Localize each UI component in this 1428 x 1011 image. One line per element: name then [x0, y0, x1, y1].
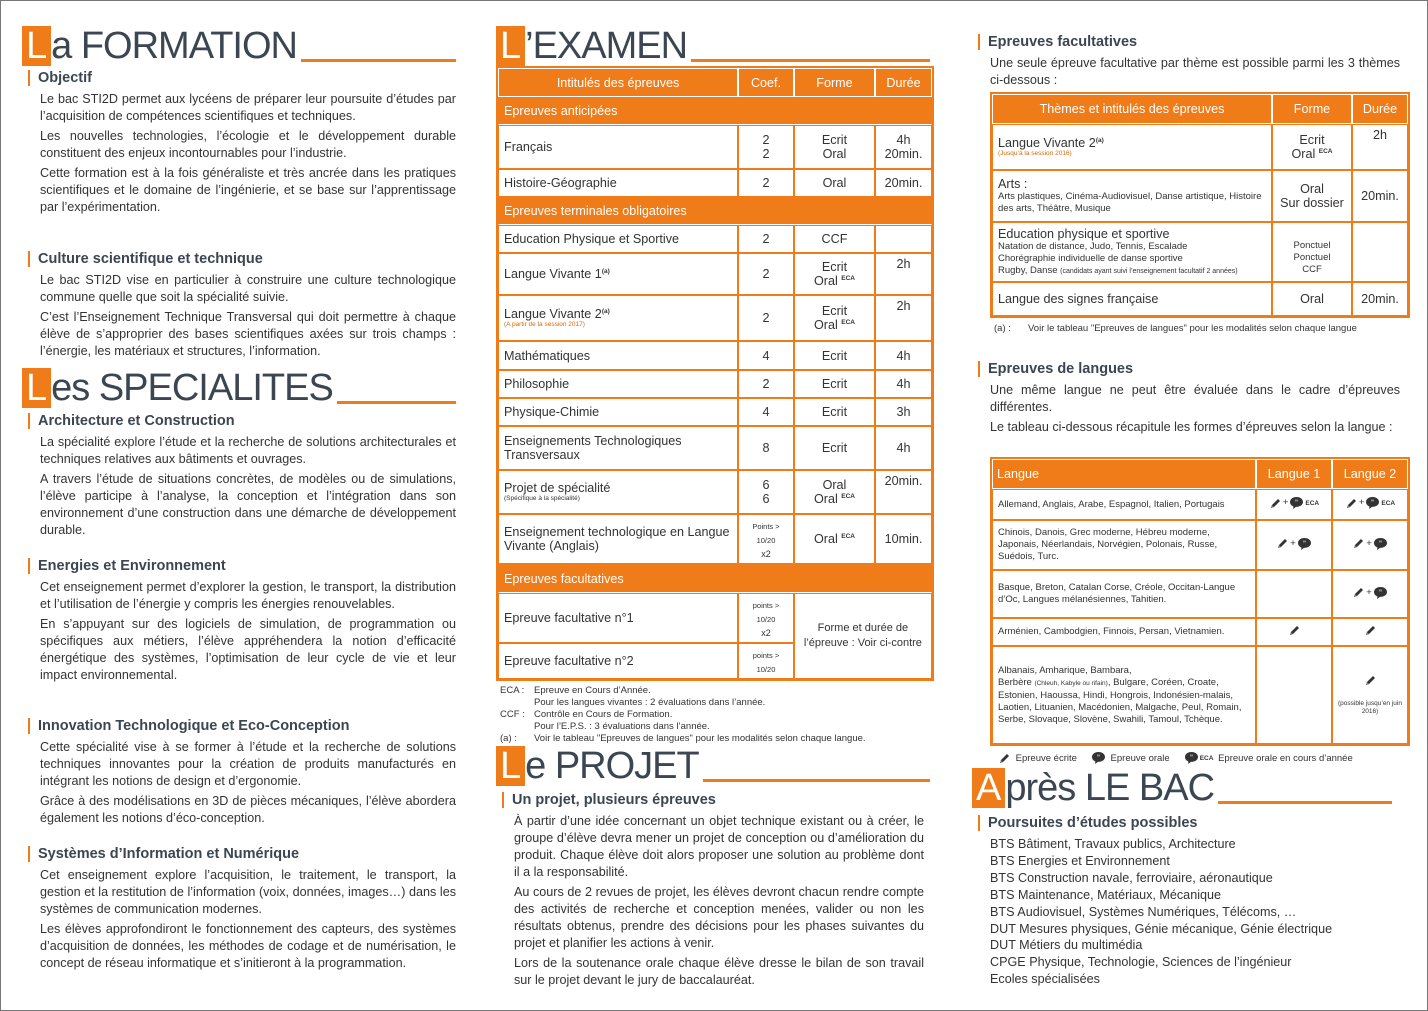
- cell-name: Langue Vivante 1$^{(a)}$: [498, 253, 738, 295]
- pencil-icon: [1364, 674, 1377, 687]
- note-row: CCF : Contrôle en Cours de Formation.: [500, 709, 673, 720]
- table-header-row: [498, 68, 932, 97]
- paragraph: Au cours de 2 revues de projet, les élèves devront chacun rendre compte des activités de recherche et conception menées, valider ou non les résultats obtenus, prendre des décisions pour les phases suivantes du projet et planifier les actions à venir.: [514, 885, 924, 950]
- speech-bubble-icon: [1365, 496, 1380, 510]
- section-heading: Objectif: [28, 70, 456, 86]
- table-row: [498, 398, 932, 426]
- pencil-icon: [1288, 624, 1301, 637]
- cell-langues: Arménien, Cambodgien, Finnois, Persan, Vietnamien.: [992, 618, 1256, 646]
- speech-bubble-icon: [1091, 751, 1106, 765]
- cell-forme: Oral $^{ECA}$: [794, 514, 875, 564]
- facultatives-note: (a) : Voir le tableau "Epreuves de langues" pour les modalités selon chaque langue: [994, 323, 1357, 334]
- paragraph: Les nouvelles technologies, l’écologie et le développement durable constituent des enjeux incontournables pour l’industrie.: [40, 129, 456, 160]
- title-rest: es SPECIALITES: [51, 367, 333, 409]
- pencil-icon: [1364, 624, 1377, 637]
- svg-text:": ": [1371, 498, 1375, 507]
- list-item: Ecoles spécialisées: [990, 972, 1100, 987]
- cell-l1: + " ECA: [1256, 489, 1332, 520]
- cell-name: Mathématiques: [498, 341, 738, 370]
- column-header: Coef.: [738, 68, 794, 97]
- section-heading: Innovation Technologique et Eco-Conception: [28, 718, 456, 734]
- paragraph: A travers l’étude de situations concrètes, de modèles ou de simulations, l’élève participe à l’analyse, la conception et l’intégration dans son environnement d’une construction dans une démarche de développement durable.: [40, 472, 456, 537]
- title-rest: près LE BAC: [1005, 767, 1215, 809]
- paragraph: Lors de la soutenance orale chaque élève dresse le bilan de son travail sur le projet devant le jury de baccalauréat.: [514, 956, 924, 987]
- title-projet: [496, 742, 930, 786]
- cell-name: Français: [498, 125, 738, 169]
- column-header: Forme: [794, 68, 875, 97]
- cell-duree: 4h: [875, 370, 932, 398]
- section-architecture: [22, 413, 456, 542]
- cell-coef: 8: [738, 426, 794, 470]
- title-cap: L: [496, 26, 525, 66]
- list-item: BTS Construction navale, ferroviaire, aéronautique: [990, 870, 1273, 885]
- facultatives-table-wrap: [990, 92, 1410, 335]
- column-header: Intitulés des épreuves: [498, 68, 738, 97]
- paragraph: Le bac STI2D permet aux lycéens de préparer leur poursuite d’études par l’acquisition de compétences scientifiques et techniques.: [40, 92, 456, 123]
- svg-text:": ": [1302, 539, 1306, 548]
- cell-coef: 2: [738, 370, 794, 398]
- cell-duree: 4h: [875, 341, 932, 370]
- table-header-row: [992, 94, 1408, 124]
- cell-name: Education Physique et Sportive: [498, 225, 738, 253]
- svg-text:": ": [1378, 539, 1382, 548]
- cell-l2: + ": [1332, 520, 1408, 570]
- table-band: [498, 197, 932, 225]
- section-heading: Energies et Environnement: [28, 558, 456, 574]
- paragraph: Le tableau ci-dessous récapitule les formes d’épreuves selon la langue :: [990, 420, 1393, 434]
- legend-ecrit: Epreuve écrite: [1015, 752, 1077, 764]
- exam-notes: [500, 685, 934, 745]
- paragraph: À partir d’une idée concernant un objet technique existant ou à créer, le groupe d’élève devra mener un projet de conception ou d’amélioration du produit. Chaque élève doit alors proposer une solution au problème dont il a la responsabilité.: [514, 814, 924, 879]
- column-header: Langue 2: [1332, 459, 1408, 489]
- title-examen: [496, 22, 930, 66]
- column-header: Forme: [1272, 94, 1352, 124]
- speech-bubble-icon: [1373, 537, 1388, 551]
- table-row: [992, 618, 1408, 646]
- cell-coef: 2: [738, 295, 794, 341]
- table-row: [992, 282, 1408, 316]
- section-poursuites: [972, 815, 1400, 988]
- cell-name: Langue des signes française: [992, 282, 1272, 316]
- column-header: Langue 1: [1256, 459, 1332, 489]
- note-row: Pour l’E.P.S. : 3 évaluations dans l’année.: [534, 721, 710, 732]
- paragraph: Cette spécialité vise à se former à l’étude et la recherche de solutions techniques innovantes pour la création de produits manufacturés en intégrant les notions de design et d’ergonomie.: [40, 740, 456, 788]
- cell-forme: Ponctuel Ponctuel CCF: [1272, 222, 1352, 282]
- poursuites-list: [990, 836, 1400, 988]
- cell-name: Epreuve facultative n°1: [498, 593, 738, 643]
- cell-duree: [875, 225, 932, 253]
- table-row: [992, 222, 1408, 282]
- cell-langues: Chinois, Danois, Grec moderne, Hébreu moderne, Japonais, Néerlandais, Norvégien, Polonais, Russe, Suédois, Turc.: [992, 520, 1256, 570]
- cell-forme: CCF: [794, 225, 875, 253]
- cell-duree: 10min.: [875, 514, 932, 564]
- cell-duree: 4h 20min.: [875, 125, 932, 169]
- paragraph: Une même langue ne peut être évaluée dans le cadre d’épreuves différentes.: [990, 383, 1400, 414]
- section-heading: Epreuves de langues: [978, 361, 1400, 377]
- table-row: [498, 593, 932, 643]
- cell-l1: [1256, 646, 1332, 744]
- section-sin: [22, 846, 456, 975]
- table-header-row: [992, 459, 1408, 489]
- legend-eca: Epreuve orale en cours d’année: [1218, 752, 1353, 764]
- table-row: [498, 125, 932, 169]
- cell-langues: Basque, Breton, Catalan Corse, Créole, Occitan-Langue d’Oc, Langues mélanésiennes, Tahitien.: [992, 570, 1256, 618]
- table-row: [992, 170, 1408, 222]
- paragraph: Cet enseignement explore l’acquisition, le traitement, le transport, la gestion et la restitution de l’information (voix, données, images…) dans les systèmes de communication modernes.: [40, 868, 456, 916]
- table-row: [498, 470, 932, 514]
- column-header: Durée: [875, 68, 932, 97]
- table-row: [498, 426, 932, 470]
- cell-name: Histoire-Géographie: [498, 169, 738, 197]
- cell-coef: 2 2: [738, 125, 794, 169]
- cell-forme: Oral: [1272, 282, 1352, 316]
- cell-forme: Ecrit: [794, 426, 875, 470]
- section-heading: Epreuves facultatives: [978, 34, 1400, 50]
- band-label: Epreuves anticipées: [498, 97, 932, 125]
- title-cap: L: [22, 26, 51, 66]
- langues-table: [990, 457, 1410, 746]
- section-heading: Un projet, plusieurs épreuves: [502, 792, 924, 808]
- cell-duree: 2h: [875, 295, 932, 341]
- pencil-icon: [1352, 537, 1365, 550]
- note-row: ECA : Epreuve en Cours d’Année.: [500, 685, 651, 696]
- section-heading: Systèmes d’Information et Numérique: [28, 846, 456, 862]
- exam-table: [496, 66, 934, 681]
- section-energies: [22, 558, 456, 687]
- pencil-icon: [1352, 586, 1365, 599]
- pencil-icon: [1269, 497, 1282, 510]
- paragraph: La spécialité explore l’étude et la recherche de solutions architecturales et techniques relatives aux bâtiments et ouvrages.: [40, 435, 456, 466]
- cell-coef: 4: [738, 398, 794, 426]
- section-objectif: [22, 70, 456, 219]
- cell-l2: [1332, 618, 1408, 646]
- list-item: BTS Audiovisuel, Systèmes Numériques, Télécoms, …: [990, 904, 1297, 919]
- title-rule: [1218, 801, 1392, 804]
- title-rule: [337, 401, 456, 404]
- list-item: DUT Mesures physiques, Génie mécanique, Génie électrique: [990, 921, 1333, 936]
- pencil-icon: [1345, 497, 1358, 510]
- paragraph: Cette formation est à la fois généraliste et très ancrée dans les pratiques scientifiques et le domaine de l’ingénierie, et se base sur l’apprentissage par l’expérimentation.: [40, 166, 456, 214]
- cell-coef: points > 10/20: [738, 643, 794, 679]
- cell-name: Projet de spécialité (Spécifique à la spécialité): [498, 470, 738, 514]
- title-rest: e PROJET: [525, 745, 699, 787]
- speech-bubble-icon: [1289, 496, 1304, 510]
- column-header: Thèmes et intitulés des épreuves: [992, 94, 1272, 124]
- title-rule: [691, 59, 930, 62]
- cell-forme-facultative: Forme et durée de l’épreuve : Voir ci-contre: [794, 593, 932, 679]
- svg-text:": ": [1189, 753, 1193, 762]
- table-row: [498, 514, 932, 564]
- cell-duree: 2h: [1352, 124, 1408, 170]
- legend-orale: Epreuve orale: [1110, 752, 1170, 764]
- cell-langues: Allemand, Anglais, Arabe, Espagnol, Italien, Portugais: [992, 489, 1256, 520]
- table-row: [498, 225, 932, 253]
- table-band: [498, 97, 932, 125]
- svg-text:": ": [1378, 588, 1382, 597]
- cell-forme: Ecrit Oral $^{ECA}$: [794, 253, 875, 295]
- cell-name: Education physique et sportive Natation de distance, Judo, Tennis, Escalade Chorégraphie individuelle de danse sportive Rugby, Danse (candidats ayant suivi l’enseignement facultatif 2 années): [992, 222, 1272, 282]
- column-header: Durée: [1352, 94, 1408, 124]
- cell-coef: 2: [738, 169, 794, 197]
- cell-coef: 6 6: [738, 470, 794, 514]
- cell-name: Physique-Chimie: [498, 398, 738, 426]
- cell-l1: [1256, 618, 1332, 646]
- paragraph: Le bac STI2D vise en particulier à construire une culture technologique commune quelle que soit la spécialité suivie.: [40, 273, 456, 304]
- pencil-icon: [998, 752, 1011, 765]
- list-item: BTS Bâtiment, Travaux publics, Architecture: [990, 837, 1236, 851]
- table-band: [498, 564, 932, 593]
- cell-name: Philosophie: [498, 370, 738, 398]
- section-projet: [496, 792, 924, 992]
- paragraph: Grâce à des modélisations en 3D de pièces mécaniques, l’élève abordera également les notions d’éco-conception.: [40, 794, 456, 825]
- cell-duree: 20min.: [1352, 282, 1408, 316]
- langues-table-wrap: [990, 457, 1410, 765]
- table-row: [498, 295, 932, 341]
- cell-forme: Ecrit Oral $^{ECA}$: [794, 295, 875, 341]
- section-langues: [972, 361, 1400, 439]
- paragraph: Les élèves approfondiront le fonctionnement des capteurs, des systèmes d’acquisition de données, les méthodes de codage et de numérisation, le concept de réseau informatique et s’initieront à la programmation.: [40, 922, 456, 970]
- cell-duree: 3h: [875, 398, 932, 426]
- speech-bubble-icon: [1184, 751, 1199, 765]
- svg-text:": ": [1295, 498, 1299, 507]
- title-cap: L: [496, 746, 525, 786]
- column-header: Langue: [992, 459, 1256, 489]
- band-label: Epreuves facultatives: [498, 564, 932, 593]
- cell-duree: 2h: [875, 253, 932, 295]
- svg-text:": ": [1096, 753, 1101, 762]
- cell-coef: Points > 10/20 x2: [738, 514, 794, 564]
- title-formation: [22, 22, 456, 66]
- table-row: [992, 489, 1408, 520]
- table-row: [498, 370, 932, 398]
- note-row: Pour les langues vivantes : 2 évaluations dans l’année.: [534, 697, 766, 708]
- section-facultatives: [972, 34, 1400, 92]
- section-heading: Poursuites d’études possibles: [978, 815, 1400, 831]
- cell-duree: 20min.: [1352, 170, 1408, 222]
- cell-forme: Oral: [794, 169, 875, 197]
- cell-forme: Oral Sur dossier: [1272, 170, 1352, 222]
- title-rule: [301, 59, 456, 62]
- cell-l2: + " ECA: [1332, 489, 1408, 520]
- title-cap: L: [22, 368, 51, 408]
- cell-name: Enseignements Technologiques Transversaux: [498, 426, 738, 470]
- cell-l1: [1256, 570, 1332, 618]
- table-row: [992, 520, 1408, 570]
- title-rest: a FORMATION: [51, 25, 297, 67]
- table-row: [498, 341, 932, 370]
- langues-legend: Epreuve écrite " Epreuve orale " ECA Epreuve orale en cours d’année: [998, 751, 1410, 765]
- table-row: [992, 570, 1408, 618]
- paragraph: C’est l’Enseignement Technique Transversal qui doit permettre à chaque élève de s’approprier des bases scientifiques axées sur trois champs : l’énergie, les matériaux et structures, l’information.: [40, 310, 456, 358]
- paragraph: Une seule épreuve facultative par thème est possible parmi les 3 thèmes ci-dessous :: [990, 56, 1400, 87]
- list-item: CPGE Physique, Technologie, Sciences de l’ingénieur: [990, 955, 1292, 970]
- paragraph: Cet enseignement permet d’explorer la gestion, le transport, la distribution et l’utilisation de l’énergie y compris les énergies renouvelables.: [40, 580, 456, 611]
- cell-name: Langue Vivante 2$^{(a)}$ (Jusqu’à la session 2016): [992, 124, 1272, 170]
- list-item: DUT Métiers du multimédia: [990, 938, 1143, 953]
- cell-l2: + ": [1332, 570, 1408, 618]
- cell-duree: [1352, 222, 1408, 282]
- cell-l1: + ": [1256, 520, 1332, 570]
- cell-name: Arts : Arts plastiques, Cinéma-Audiovisuel, Danse artistique, Histoire des arts, Théâtre, Musique: [992, 170, 1272, 222]
- list-item: BTS Maintenance, Matériaux, Mécanique: [990, 887, 1222, 902]
- cell-duree: 20min.: [875, 169, 932, 197]
- title-specialites: [22, 364, 456, 408]
- title-rest: ’EXAMEN: [525, 25, 688, 67]
- title-apres: [972, 764, 1392, 808]
- cell-langues: Albanais, Amharique, Bambara, Berbère (Chleuh, Kabyle ou rifain), Bulgare, Coréen, Croate, Estonien, Haoussa, Hindi, Hongrois, Indonésien-malais, Laotien, Lituanien, Macédonien, Malgache, Peul, Romain, Serbe, Slovaque, Slovène, Swahili, Tamoul, Tchèque.: [992, 646, 1256, 744]
- paragraph: En s’appuyant sur des logiciels de simulation, de programmation ou spécifiques aux métiers, l’élève appréhendera la notion d’efficacité énergétique des systèmes, l’optimisation de leur cycle de vie et leur impact environnemental.: [40, 617, 456, 682]
- section-itec: [22, 718, 456, 830]
- cell-forme: Ecrit Oral: [794, 125, 875, 169]
- cell-name: Enseignement technologique en Langue Vivante (Anglais): [498, 514, 738, 564]
- cell-forme: Ecrit: [794, 398, 875, 426]
- cell-forme: Ecrit: [794, 341, 875, 370]
- exam-table-wrap: [496, 66, 934, 745]
- cell-duree: 20min.: [875, 470, 932, 514]
- table-row: [498, 253, 932, 295]
- cell-duree: 4h: [875, 426, 932, 470]
- cell-coef: points > 10/20 x2: [738, 593, 794, 643]
- note-row: (a) : Voir le tableau "Epreuves de langues" pour les modalités selon chaque langue.: [500, 733, 866, 744]
- table-row: [992, 124, 1408, 170]
- title-cap: A: [972, 768, 1005, 808]
- cell-name: Langue Vivante 2$^{(a)}$ (A partir de la session 2017): [498, 295, 738, 341]
- cell-forme: Oral Oral $^{ECA}$: [794, 470, 875, 514]
- speech-bubble-icon: [1373, 586, 1388, 600]
- cell-coef: 2: [738, 253, 794, 295]
- cell-l2: (possible jusqu’en juin 2016): [1332, 646, 1408, 744]
- table-row: [498, 169, 932, 197]
- cell-coef: 4: [738, 341, 794, 370]
- speech-bubble-icon: [1297, 537, 1312, 551]
- section-heading: Architecture et Construction: [28, 413, 456, 429]
- title-rule: [703, 779, 930, 782]
- cell-forme: Ecrit: [794, 370, 875, 398]
- table-row: [992, 646, 1408, 744]
- cell-forme: Ecrit Oral $^{ECA}$: [1272, 124, 1352, 170]
- section-heading: Culture scientifique et technique: [28, 251, 456, 267]
- band-label: Epreuves terminales obligatoires: [498, 197, 932, 225]
- pencil-icon: [1276, 537, 1289, 550]
- cell-coef: 2: [738, 225, 794, 253]
- list-item: BTS Energies et Environnement: [990, 853, 1170, 868]
- facultatives-table: [990, 92, 1410, 318]
- section-culture: [22, 251, 456, 363]
- cell-name: Epreuve facultative n°2: [498, 643, 738, 679]
